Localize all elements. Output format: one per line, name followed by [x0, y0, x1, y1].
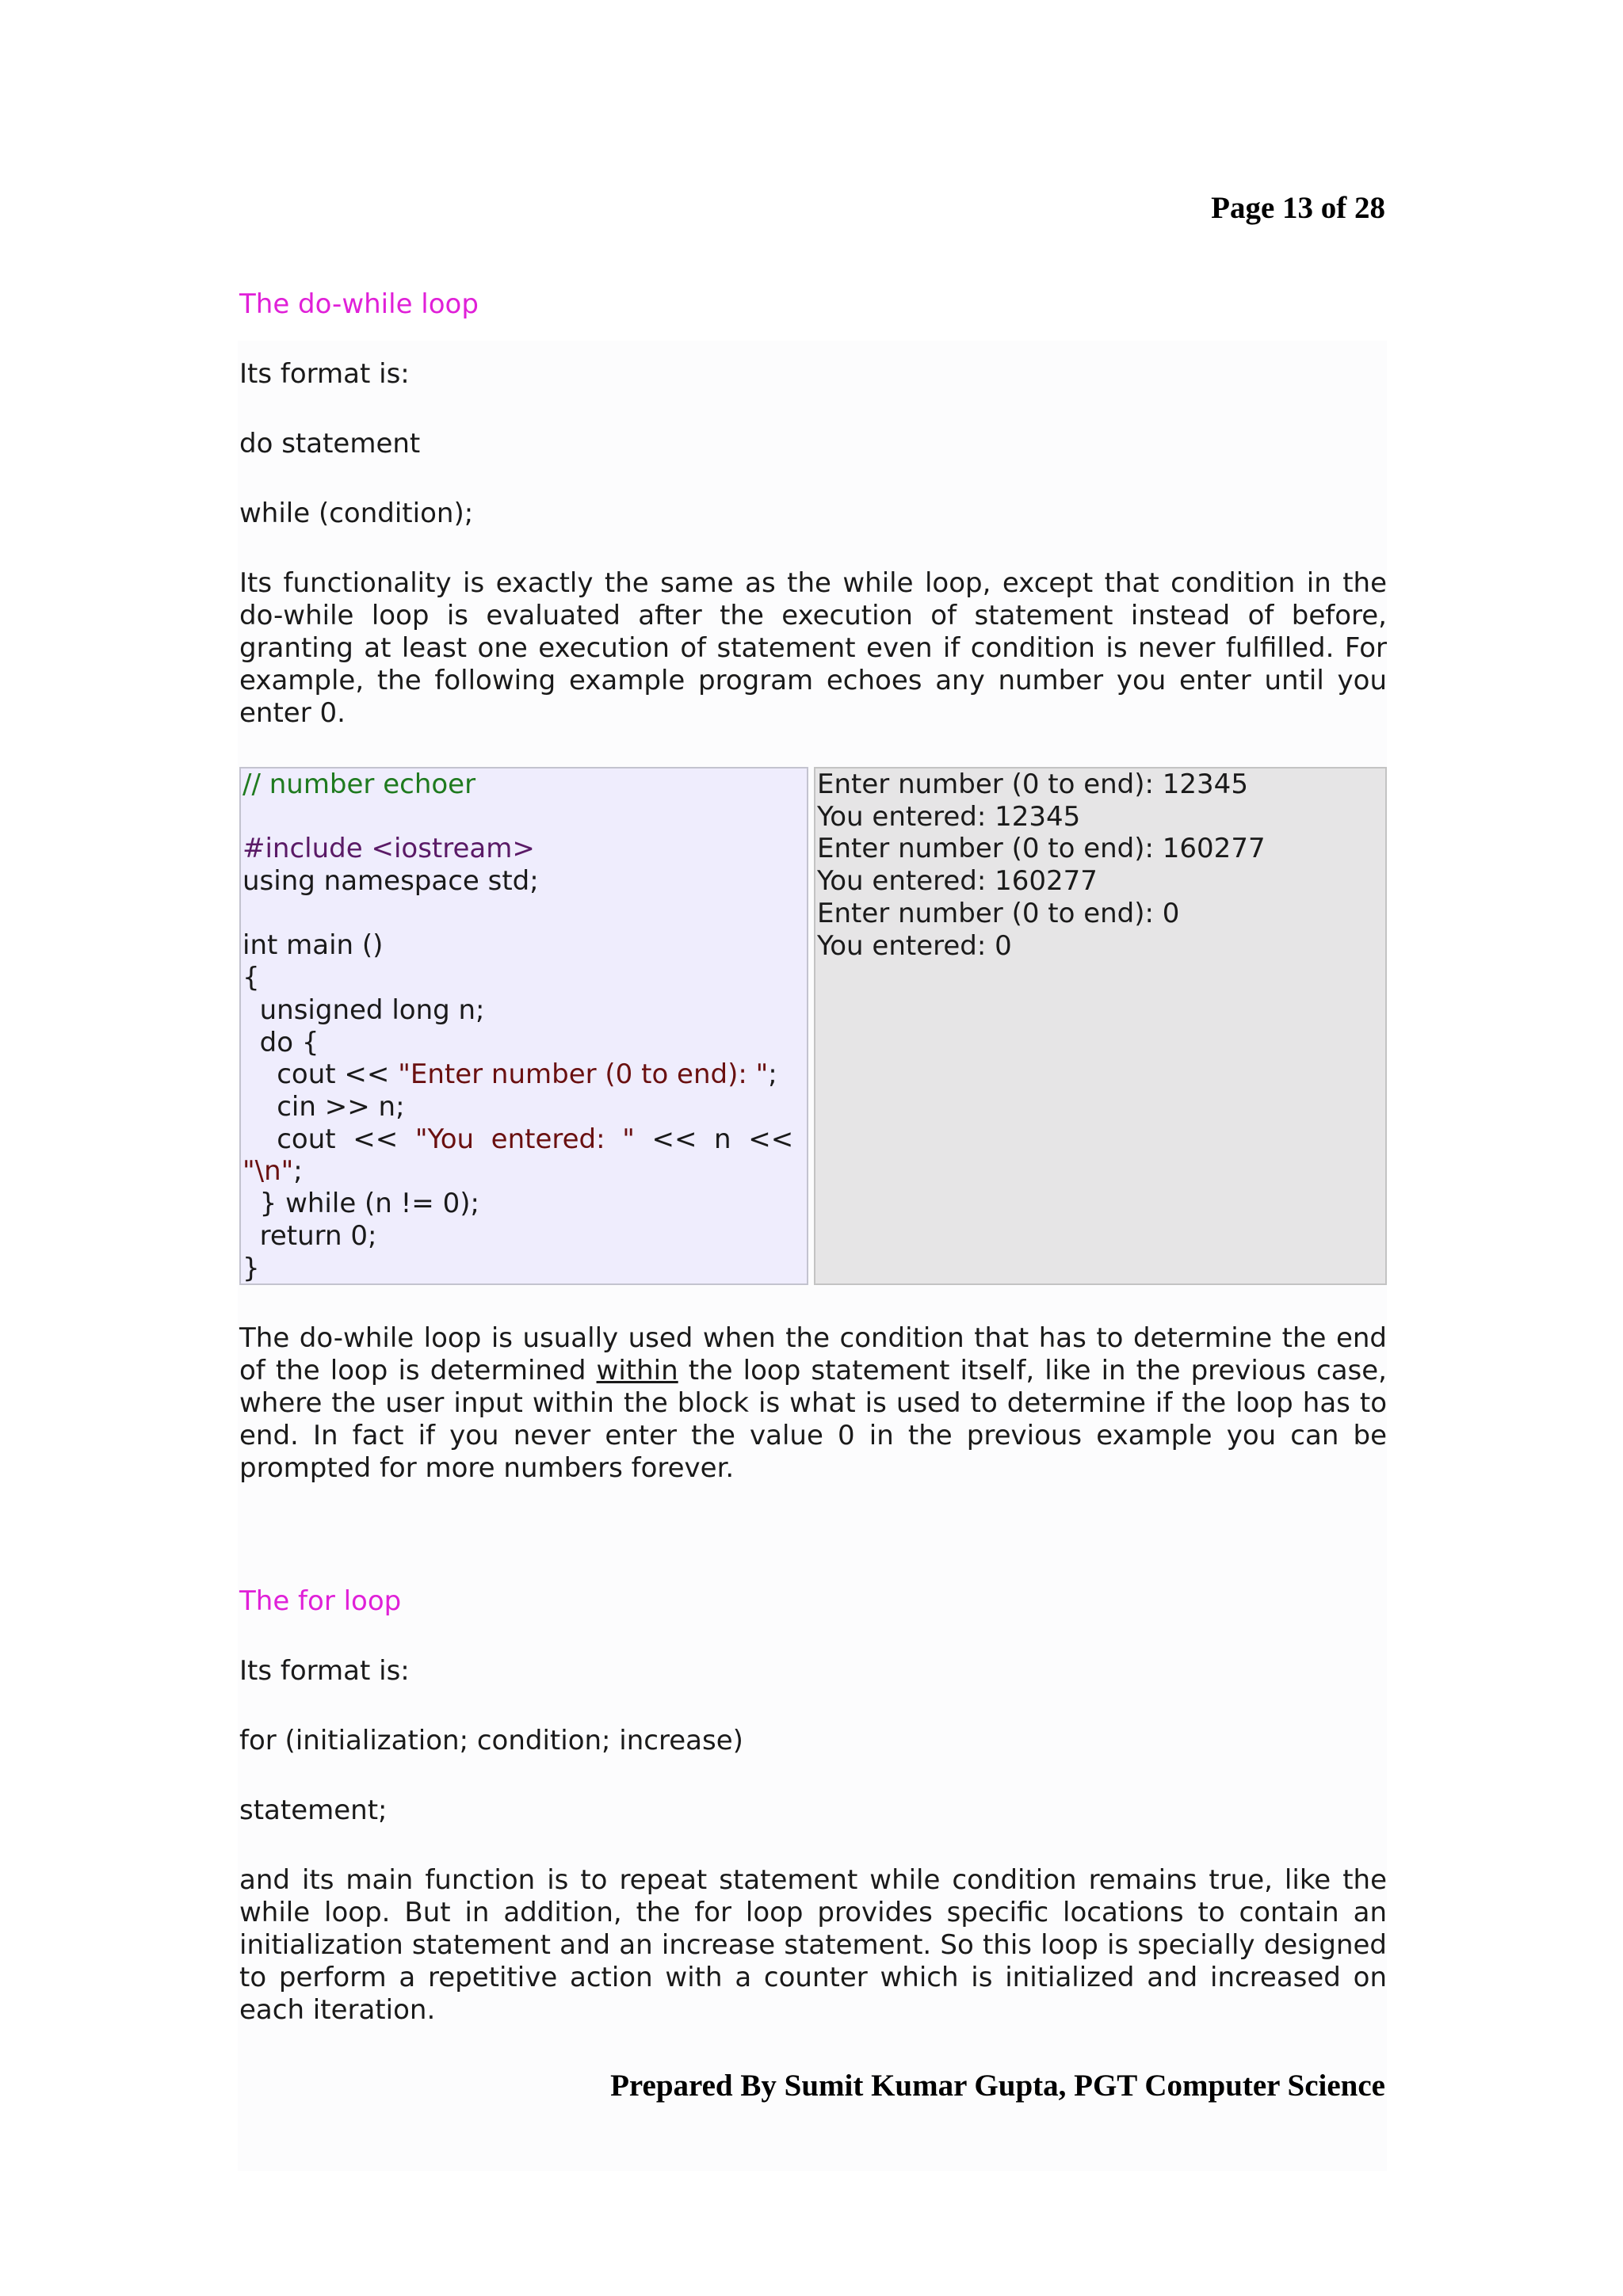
format-line-do: do statement: [239, 428, 421, 460]
code-example-table: [239, 767, 1387, 1285]
code-listing: [239, 767, 808, 1285]
format-line-for: for (initialization; condition; increase): [239, 1725, 743, 1756]
code-line: } while (n != 0);: [242, 1188, 479, 1220]
code-line: do {: [242, 1026, 319, 1058]
usage-text-part: The do-while loop is usually used when the condition that has to determine the end of the loop is determined: [239, 1322, 1387, 1386]
format-label: Its format is:: [239, 1655, 410, 1687]
code-line: [242, 1155, 805, 1188]
output-line: Enter number (0 to end): 12345: [817, 769, 1248, 800]
format-line-statement: statement;: [239, 1794, 388, 1826]
code-line: unsigned long n;: [242, 994, 485, 1026]
page-content: [239, 288, 1387, 2064]
usage-text-part: the loop statement itself, like in the previous case, where the user input within the block is what is used to determine if the loop has to end. In fact if you never enter the value 0 in the previous example you can be prompted for more numbers forever.: [239, 1355, 1387, 1484]
code-line: int main (): [242, 929, 384, 962]
code-text: cout <<: [242, 1123, 415, 1155]
program-output: [814, 767, 1387, 1285]
section-heading-for: The for loop: [239, 1585, 402, 1617]
format-label: Its format is:: [239, 358, 410, 390]
output-line: You entered: 12345: [817, 800, 1081, 833]
code-line: }: [242, 1252, 260, 1284]
do-while-description: Its functionality is exactly the same as the while loop, except that condition in the do-while loop is evaluated after the execution of statement instead of before, granting at least one execution of statement even if condition is never fulfilled. For example, the following example program echoes any number you enter until you enter 0.: [239, 567, 1387, 729]
code-line: {: [242, 962, 260, 994]
code-line: // number echoer: [242, 769, 476, 800]
code-string: "\n": [242, 1155, 294, 1188]
code-line: [242, 1123, 805, 1156]
output-line: You entered: 0: [817, 929, 1012, 962]
code-text: ;: [293, 1155, 303, 1188]
code-line: [242, 1058, 805, 1091]
code-line: cin >> n;: [242, 1091, 405, 1123]
code-text: << n <<: [634, 1123, 794, 1155]
for-description: and its main function is to repeat statement while condition remains true, like the while loop. But in addition, the for loop provides specific locations to contain an initialization statement and an increase statement. So this loop is specially designed to perform a repetitive action with a counter which is initialized and increased on each iteration.: [239, 1864, 1387, 2026]
code-line: return 0;: [242, 1219, 377, 1252]
format-line-while: while (condition);: [239, 498, 474, 529]
code-line: using namespace std;: [242, 865, 539, 898]
do-while-usage-text: [239, 1322, 1387, 1485]
output-line: Enter number (0 to end): 0: [817, 897, 1180, 929]
output-line: You entered: 160277: [817, 865, 1098, 898]
code-string: "Enter number (0 to end): ": [398, 1058, 769, 1091]
page-number: Page 13 of 28: [1211, 191, 1385, 225]
section-heading-do-while: The do-while loop: [239, 288, 479, 320]
code-text: cout <<: [242, 1058, 399, 1091]
code-line: #include <iostream>: [242, 833, 535, 865]
footer-credit: Prepared By Sumit Kumar Gupta, PGT Computer Science: [610, 2069, 1385, 2103]
code-string: "You entered: ": [414, 1123, 635, 1155]
code-line: [242, 801, 805, 833]
underlined-word: within: [596, 1355, 678, 1386]
code-line: [242, 898, 805, 930]
output-line: Enter number (0 to end): 160277: [817, 833, 1266, 865]
code-text: ;: [768, 1058, 777, 1091]
